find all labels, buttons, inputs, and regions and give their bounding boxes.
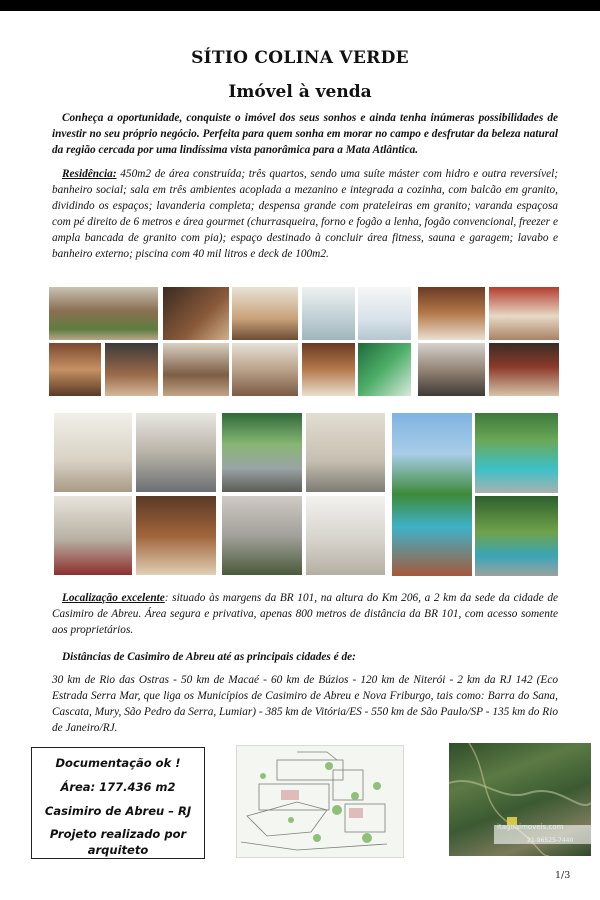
map-watermark: itaguaimoveis.com [497,823,564,831]
documentation-status: Documentação ok ! [55,756,181,770]
page-number: 1/3 [555,870,571,881]
photo-dining-table [105,343,158,396]
page-title: SÍTIO COLINA VERDE [191,48,409,68]
photo-interior [163,287,229,340]
residence-text: 450m2 de área construída; três quartos, sendo uma suíte máster com hidro e outra reversível; banheiro social; sala em três ambientes acoplada a mezanino e integrada a cozinha, com balcão em granito, dividindo os espaços; lavanderia completa; despensa grande com prateleiras em granito; varanda espaçosa com pé direito de 6 metros e área gourmet (churrasqueira, forno e fogão a lenha, fogão convencional, freezer e ampla bancada de granito com pia); espaço destinado à concluir área fitness, sauna e garagem; lavabo e banheiro externo; piscina com 40 mil litros e deck de 100m2. [52,168,559,260]
photo-pantry-shelves [222,496,302,575]
photo-pool [475,413,558,493]
photo-wardrobe [54,413,132,492]
residence-label: Residência: [62,168,117,180]
location-city: Casimiro de Abreu – RJ [44,804,192,818]
photo-pool-palms [392,413,472,576]
photo-kitchen [232,287,298,340]
photo-bedroom [302,343,355,396]
photo-balcony [489,343,559,396]
project-line-2: arquiteto [87,843,149,857]
photo-kids-bedroom [54,496,132,575]
photo-hallway [232,343,298,396]
photo-living-room [49,287,158,340]
photo-garden-terrace [222,413,302,492]
info-box [31,747,205,859]
map-phone: 21-96525-7440 [527,837,574,844]
distances-heading: Distâncias de Casimiro de Abreu até as principais cidades é de: [62,651,356,663]
photo-bathroom [358,287,411,340]
satellite-map [449,743,591,856]
intro-paragraph: Conheça a oportunidade, conquiste o imóvel dos seus sonhos e ainda tenha inúmeras possibilidades de investir no seu próprio negócio. Perfeita para quem sonha em morar no campo e desfrutar da beleza natural da região cercada por uma lindíssima vista panorâmica para a Mata Atlântica. [52,112,558,156]
photo-lounge [163,343,229,396]
photo-room [49,343,101,396]
distances-paragraph: 30 km de Rio das Ostras - 50 km de Macaé - 60 km de Búzios - 120 km de Niterói - 2 km da RJ 142 (Eco Estrada Serra Mar, que liga os Municípios de Casimiro de Abreu e Nova Friburgo, tais como: Barra do Sana, Cascata, Mury, São Pedro da Serra, Lumiar) - 385 km de Vitória/ES - 550 km de São Paulo/SP - 135 km do Rio de Janeiro/RJ. [52,674,558,734]
photo-dining [489,287,559,340]
photo-hydro-bathroom [302,287,355,340]
architectural-site-plan [236,745,404,858]
photo-bookshelf [136,496,216,575]
area-value: Área: 177.436 m2 [60,780,176,794]
photo-pool-deck [475,496,558,576]
residence-paragraph [52,166,558,262]
location-text: : situado às margens da BR 101, na altura do Km 206, a 2 km da sede da cidade de Casimiro de Abreu. Área segura e privativa, apenas 800 metros de distância da BR 101, com acesso somente aos proprietários. [52,592,559,636]
page-subtitle: Imóvel à venda [228,82,372,102]
location-label: Localização excelente [62,592,165,604]
photo-doorway [136,413,216,492]
location-paragraph [52,590,558,638]
top-black-bar [0,0,600,11]
photo-washbasin [306,413,385,492]
photo-tv-room [418,343,485,396]
photo-mezzanine [418,287,485,340]
project-line-1: Projeto realizado por [49,827,187,841]
photo-shower [358,343,411,396]
photo-toilet [306,496,385,575]
